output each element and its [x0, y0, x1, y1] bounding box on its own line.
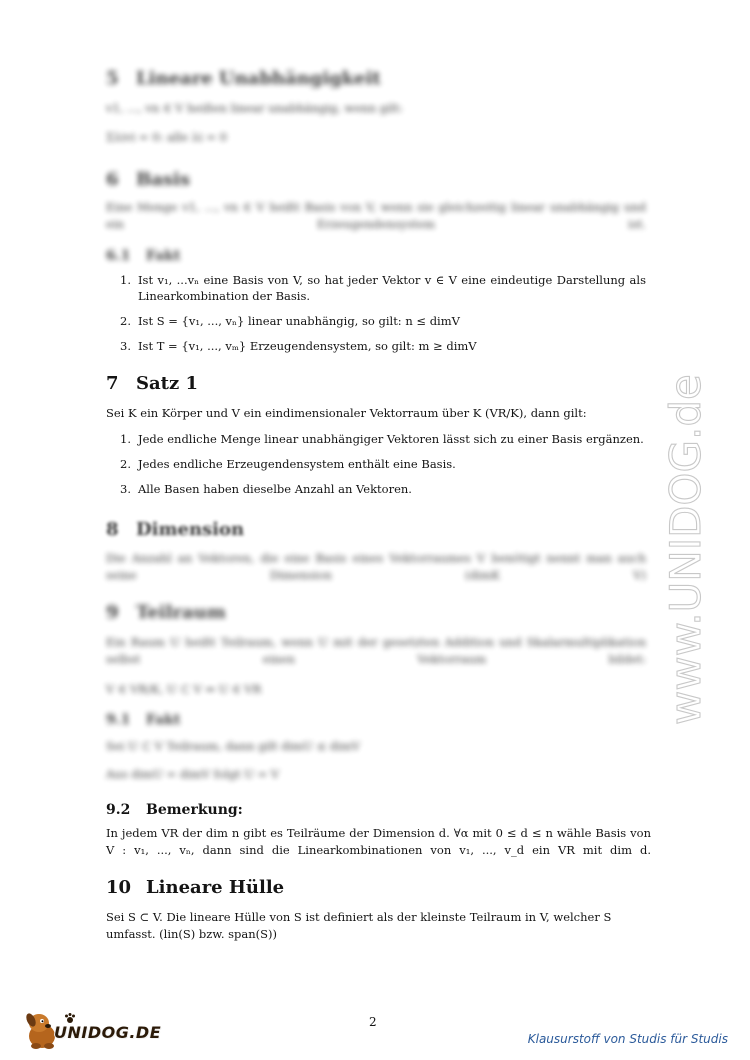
section-9-2-heading: [106, 802, 243, 818]
list-item: [106, 431, 646, 447]
section-7-list: [106, 431, 646, 506]
item-text: Jedes endliche Erzeugendensystem enthält eine Basis.: [138, 457, 456, 471]
item-number: 1.: [120, 273, 131, 287]
section-number: 8: [106, 519, 119, 540]
item-number: 2.: [120, 314, 131, 328]
section-9-2-text: In jedem VR der dim n gibt es Teilräume der Dimension d. ∀α mit 0 ≤ d ≤ n wähle Basis von V : v₁, ..., vₙ, dann sind die Linearkombinationen von v₁, ..., v_d ein VR mit dim d.: [106, 826, 651, 857]
item-text: Jede endliche Menge linear unabhängiger Vektoren lässt sich zu einer Basis ergänzen.: [138, 432, 644, 446]
section-title: Basis: [136, 169, 190, 190]
section-5-line-1: v1, ..., vn ∈ V heißen linear unabhängig, wenn gilt:: [106, 101, 403, 115]
section-9-text: Ein Raum U heißt Teilraum, wenn U mit der gesetzten Addition und Skalarmultiplikation selbst einen Vektorraum bildet:: [106, 635, 646, 666]
item-number: 1.: [120, 432, 131, 446]
section-7-intro: Sei K ein Körper und V ein eindimensionaler Vektorraum über K (VR/K), dann gilt:: [106, 406, 587, 420]
section-9-1-heading: [106, 712, 180, 728]
section-title: Fakt: [146, 248, 181, 264]
section-title: Lineare Unabhängigkeit: [136, 68, 381, 89]
section-number: 9.1: [106, 712, 131, 728]
logo-text: UNIDOG.DE: [54, 1023, 162, 1042]
section-6-1-heading: [106, 248, 180, 264]
section-10-text: Sei S ⊂ V. Die lineare Hülle von S ist definiert als der kleinste Teilraum in V, welcher S umfasst. (lin(S) bzw. span(S)): [106, 910, 612, 941]
item-number: 2.: [120, 457, 131, 471]
item-text: Ist v₁, ...vₙ eine Basis von V, so hat jeder Vektor v ∈ V eine eindeutige Darstellung als Linearkombination der Basis.: [138, 273, 646, 303]
list-item: [106, 456, 646, 472]
section-9-1-line-1: Sei U ⊂ V Teilraum, dann gilt dimU ≤ dimV: [106, 739, 361, 753]
section-number: 9.2: [106, 802, 131, 818]
section-title: Lineare Hülle: [146, 877, 285, 898]
section-number: 5: [106, 68, 119, 89]
watermark-text: www.UNIDOG.de: [661, 374, 710, 725]
list-item: [106, 313, 646, 329]
section-10-heading: [106, 877, 284, 898]
item-number: 3.: [120, 339, 131, 353]
section-5-line-2: Σλivi = 0: alle λi = 0: [106, 130, 227, 144]
item-text: Ist T = {v₁, ..., vₘ} Erzeugendensystem, so gilt: m ≥ dimV: [138, 339, 477, 353]
section-number: 6.1: [106, 248, 131, 264]
section-title: Satz 1: [136, 373, 198, 394]
item-text: Alle Basen haben dieselbe Anzahl an Vektoren.: [138, 482, 412, 496]
section-number: 6: [106, 169, 119, 190]
item-text: Ist S = {v₁, ..., vₙ} linear unabhängig, so gilt: n ≤ dimV: [138, 314, 460, 328]
section-6-heading: [106, 169, 190, 190]
page-number: 2: [369, 1015, 377, 1029]
section-9-1-line-2: Aus dimU = dimV folgt U = V: [106, 767, 280, 781]
list-item: [106, 272, 646, 304]
section-number: 7: [106, 373, 119, 394]
section-title: Teilraum: [136, 602, 226, 623]
section-6-1-list: [106, 272, 646, 363]
footer-slogan: Klausurstoff von Studis für Studis: [527, 1032, 728, 1046]
section-9-heading: [106, 602, 226, 623]
section-8-heading: [106, 519, 244, 540]
section-5-heading: [106, 68, 381, 89]
section-number: 9: [106, 602, 119, 623]
section-title: Fakt: [146, 712, 181, 728]
section-6-text: Eine Menge v1, ..., vn ∈ V heißt Basis von V, wenn sie gleichzeitig linear unabhängig und ein Erzeugendensystem ist.: [106, 200, 646, 231]
section-title: Bemerkung:: [146, 802, 243, 818]
list-item: [106, 481, 646, 497]
section-7-heading: [106, 373, 198, 394]
section-9-formula: V ∈ VR/K, U ⊂ V ⇒ U ∈ VR: [106, 682, 262, 696]
list-item: [106, 338, 646, 354]
item-number: 3.: [120, 482, 131, 496]
section-8-text: Die Anzahl an Vektoren, die eine Basis eines Vektorraumes V benötigt nennt man auch seine Dimension (dimK V): [106, 551, 646, 582]
section-number: 10: [106, 877, 132, 898]
section-title: Dimension: [136, 519, 245, 540]
